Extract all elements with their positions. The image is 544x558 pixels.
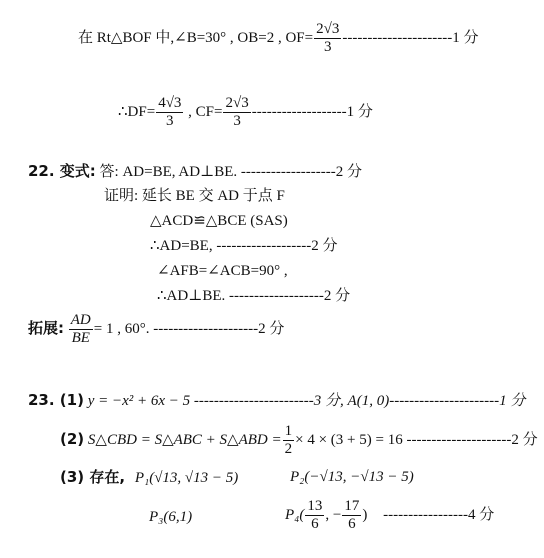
df-label: ∴DF= xyxy=(118,103,156,120)
extension-denominator: BE xyxy=(71,330,90,346)
rt-bof-line xyxy=(78,22,479,55)
point-p4-line xyxy=(285,499,494,532)
q22-number: 22. 变式: xyxy=(28,162,96,180)
q23-part2-expr: S△CBD = S△ABC + S△ABD = xyxy=(87,431,282,448)
cf-fraction xyxy=(223,96,250,129)
cf-label: , CF= xyxy=(184,103,223,120)
df-numerator: 4√3 xyxy=(158,95,182,111)
point-p4-prefix: P₄( xyxy=(285,506,305,523)
p4-x-numerator: 13 xyxy=(307,498,323,514)
cf-denominator: 3 xyxy=(233,113,241,129)
df-cf-line xyxy=(118,96,373,129)
p4-y-fraction xyxy=(342,499,361,532)
q22-proof-4: ∠AFB=∠ACB=90° , xyxy=(157,263,288,279)
p4-y-denominator: 6 xyxy=(348,516,356,532)
q23-part3-line xyxy=(60,470,238,486)
df-denominator: 3 xyxy=(166,113,174,129)
q22-proof-5: ∴AD⊥BE. -------------------2 分 xyxy=(157,288,351,304)
p4-x-fraction xyxy=(305,499,324,532)
point-p4-mid: , − xyxy=(325,506,342,523)
q23-part2-tail: × 4 × (3 + 5) = 16 ---------------------2 分 xyxy=(295,431,538,448)
extension-fraction xyxy=(69,313,93,346)
q23-part2-label: (2) xyxy=(60,429,85,448)
of-numerator: 2√3 xyxy=(316,21,340,37)
half-denominator: 2 xyxy=(284,441,293,457)
q22-answer-line xyxy=(28,164,362,180)
df-cf-score: -------------------1 分 xyxy=(251,103,373,120)
point-p1: P₁(√13, √13 − 5) xyxy=(134,470,239,486)
extension-label: 拓展: xyxy=(28,318,64,337)
q23-part3-label: (3) 存在, xyxy=(60,468,126,486)
point-p2: P₂(−√13, −√13 − 5) xyxy=(290,469,414,485)
half-numerator: 1 xyxy=(284,423,293,439)
p4-x-denominator: 6 xyxy=(311,516,319,532)
q22-proof-3: ∴AD=BE, -------------------2 分 xyxy=(150,238,338,254)
q23-number: 23. (1) xyxy=(28,391,84,409)
q23-part1-line xyxy=(28,393,525,409)
p4-y-numerator: 17 xyxy=(344,498,360,514)
q22-answer: 答: AD=BE, AD⊥BE. -------------------2 分 xyxy=(99,164,363,180)
point-p3: P₃(6,1) xyxy=(149,509,193,525)
p4-score: -----------------4 分 xyxy=(383,506,495,523)
extension-line xyxy=(28,313,284,346)
rt-bof-score: ----------------------1 分 xyxy=(342,29,479,46)
half-fraction xyxy=(283,424,295,457)
q23-part1: y = −x² + 6x − 5 ------------------------3 分, A(1, 0)----------------------1 分 xyxy=(87,393,526,409)
q22-proof-2: △ACD≌△BCE (SAS) xyxy=(150,213,288,229)
extension-numerator: AD xyxy=(70,312,91,328)
rt-bof-text: 在 Rt△BOF 中,∠B=30° , OB=2 , OF= xyxy=(78,29,314,46)
df-fraction xyxy=(156,96,183,129)
q22-proof-1: 证明: 延长 BE 交 AD 于点 F xyxy=(104,188,285,204)
point-p4-suffix: ) xyxy=(362,506,368,523)
of-fraction xyxy=(314,22,341,55)
cf-numerator: 2√3 xyxy=(225,95,249,111)
q23-part2-line xyxy=(60,424,538,457)
of-denominator: 3 xyxy=(323,39,332,55)
extension-tail: = 1 , 60°. ---------------------2 分 xyxy=(93,320,285,337)
